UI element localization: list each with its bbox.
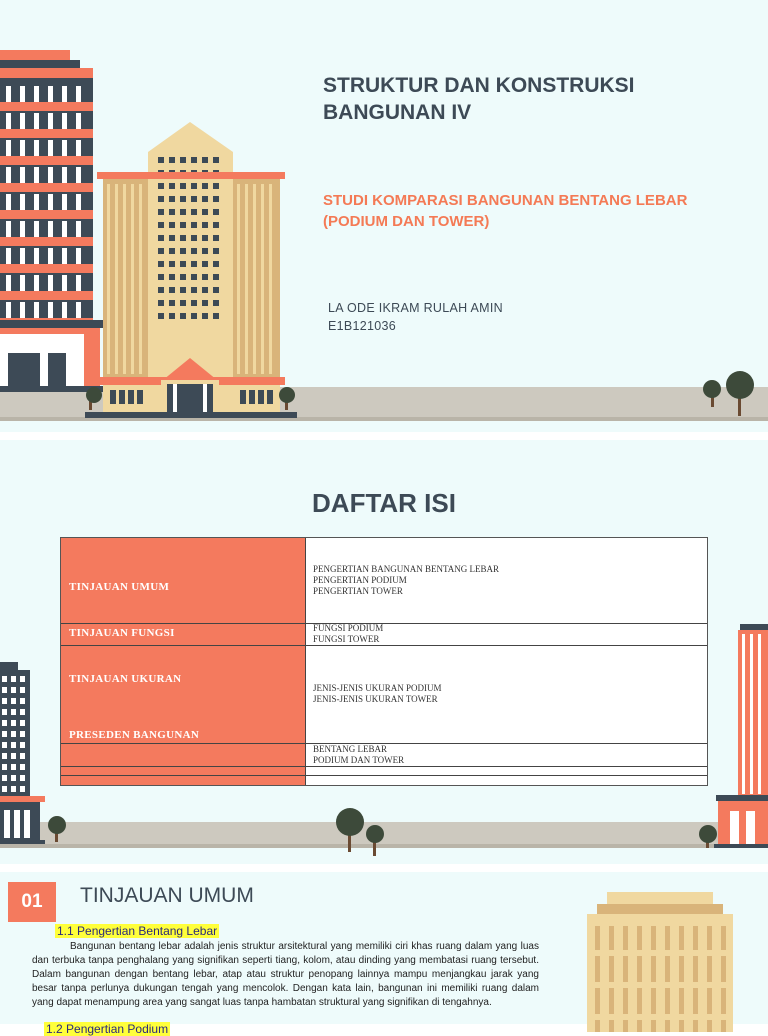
contents-item: PODIUM DAN TOWER: [313, 755, 405, 765]
table-divider: [61, 623, 707, 624]
contents-title: DAFTAR ISI: [312, 488, 456, 518]
contents-item: PENGERTIAN BANGUNAN BENTANG LEBAR: [313, 564, 499, 574]
beige-building-illustration: [85, 122, 300, 420]
contents-category: TINJAUAN UMUM: [69, 581, 170, 593]
contents-item: BENTANG LEBAR: [313, 744, 388, 754]
trees-illustration: [700, 365, 760, 420]
contents-slide: [0, 432, 768, 864]
contents-table: [60, 537, 708, 786]
beige-tower-illustration: [585, 892, 735, 1032]
table-divider: [61, 766, 707, 767]
contents-category-column: [61, 538, 305, 785]
subheading: 1.1 Pengertian Bentang Lebar: [57, 924, 218, 938]
contents-item: PENGERTIAN PODIUM: [313, 575, 407, 585]
table-divider: [61, 645, 707, 646]
trees-illustration: [330, 800, 390, 860]
subheading: 1.2 Pengertian Podium: [46, 1022, 169, 1036]
contents-item: JENIS-JENIS UKURAN PODIUM: [313, 683, 442, 693]
contents-category: TINJAUAN FUNGSI: [69, 627, 175, 639]
contents-items: [313, 683, 442, 705]
contents-item: FUNGSI TOWER: [313, 634, 380, 644]
contents-items: [313, 744, 404, 766]
contents-items: [313, 623, 383, 645]
author-block: [328, 299, 503, 335]
contents-category: TINJAUAN UKURAN: [69, 673, 182, 685]
contents-items: [313, 564, 499, 597]
section-number: 01: [8, 882, 56, 922]
section-slide: [0, 864, 768, 1036]
author-id: E1B121036: [328, 319, 397, 333]
presentation-subtitle: STUDI KOMPARASI BANGUNAN BENTANG LEBAR (PODIUM DAN TOWER): [323, 192, 688, 230]
title-slide: [0, 0, 768, 432]
body-paragraph: Bangunan bentang lebar adalah jenis struktur arsitektural yang memiliki ciri khas ruang dalam yang luas dan terbuka tanpa penghalang yang signifikan seperti tiang, kolom, atau dinding yang membatasi ruang tersebut. Dalam bangunan dengan bentang lebar, atap atau struktur penopang lainnya mampu menjangkau jarak yang besar tanpa perlunya dukungan tengah yang mencolok. Dengan kata lain, bangunan ini memiliki ruang dalam yang dapat menampung area yang sangat luas tanpa hambatan struktural yang signifikan di tengahnya.: [32, 941, 539, 1008]
presentation-title: STRUKTUR DAN KONSTRUKSI BANGUNAN IV: [323, 74, 635, 124]
contents-item: FUNGSI PODIUM: [313, 623, 384, 633]
table-divider: [305, 538, 306, 785]
author-name: LA ODE IKRAM RULAH AMIN: [328, 301, 503, 315]
contents-item: JENIS-JENIS UKURAN TOWER: [313, 694, 438, 704]
table-divider: [61, 775, 707, 776]
contents-item: PENGERTIAN TOWER: [313, 586, 403, 596]
contents-category: PRESEDEN BANGUNAN: [69, 729, 200, 741]
section-title: TINJAUAN UMUM: [80, 884, 254, 907]
